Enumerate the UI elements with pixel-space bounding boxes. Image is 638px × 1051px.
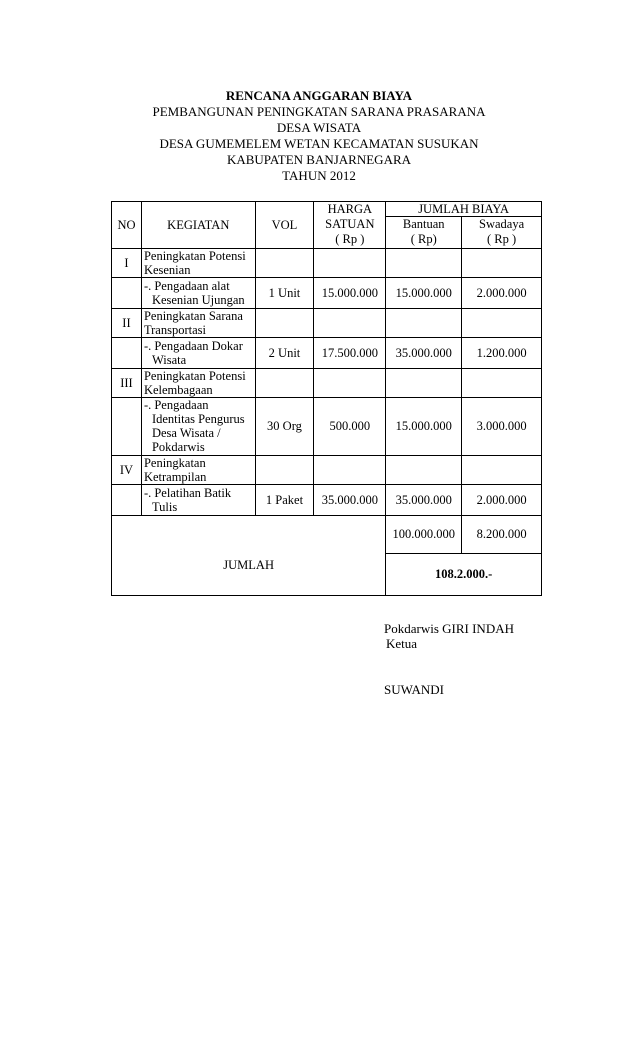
table-row bbox=[112, 308, 542, 337]
section-title-line: Peningkatan bbox=[143, 455, 206, 470]
item-harga: 15.000.000 bbox=[314, 277, 386, 308]
header-harga-line3: ( Rp ) bbox=[314, 231, 386, 248]
item-harga: 35.000.000 bbox=[314, 484, 386, 515]
title-line-1: RENCANA ANGGARAN BIAYA bbox=[225, 88, 413, 103]
section-title-line: Kesenian bbox=[143, 262, 191, 277]
table-row bbox=[112, 484, 542, 515]
section-title bbox=[141, 368, 255, 397]
item-line: Identitas Pengurus bbox=[151, 412, 245, 426]
total-label: JUMLAH bbox=[112, 515, 386, 595]
title-line-2: PEMBANGUNAN PENINGKATAN SARANA PRASARANA bbox=[152, 104, 486, 119]
section-title-line: Transportasi bbox=[143, 322, 206, 337]
section-title-line: Peningkatan Sarana bbox=[143, 308, 243, 323]
section-title-line: Kelembagaan bbox=[143, 382, 213, 397]
total-bantuan: 100.000.000 bbox=[386, 515, 462, 553]
item-vol: 2 Unit bbox=[255, 337, 314, 368]
section-title bbox=[141, 308, 255, 337]
title-line-6: TAHUN 2012 bbox=[282, 168, 356, 183]
item-line: Wisata bbox=[151, 352, 187, 367]
title-line-3: DESA WISATA bbox=[276, 120, 362, 135]
header-harga-line2: SATUAN bbox=[314, 217, 386, 232]
section-title-line: Peningkatan Potensi bbox=[143, 368, 246, 383]
item-swadaya: 1.200.000 bbox=[462, 337, 542, 368]
item-line: -. Pengadaan Dokar bbox=[143, 338, 243, 353]
item-vol: 1 Unit bbox=[255, 277, 314, 308]
table-row bbox=[112, 368, 542, 397]
item-harga: 17.500.000 bbox=[314, 337, 386, 368]
section-number: IV bbox=[112, 455, 142, 484]
section-title-line: Ketrampilan bbox=[143, 469, 207, 484]
item-description bbox=[141, 277, 255, 308]
item-line: -. Pelatihan Batik bbox=[143, 485, 232, 500]
item-bantuan: 35.000.000 bbox=[386, 337, 462, 368]
item-line: Pokdarwis bbox=[151, 440, 205, 454]
signature-org: Pokdarwis GIRI INDAH bbox=[384, 621, 514, 636]
item-bantuan: 35.000.000 bbox=[386, 484, 462, 515]
header-bantuan-line1: Bantuan bbox=[386, 217, 462, 232]
header-jumlah-biaya: JUMLAH BIAYA bbox=[386, 202, 542, 217]
item-bantuan: 15.000.000 bbox=[386, 277, 462, 308]
signature-name: SUWANDI bbox=[384, 682, 444, 697]
header-bantuan-line2: ( Rp) bbox=[386, 231, 462, 248]
item-line: Kesenian Ujungan bbox=[151, 292, 245, 307]
item-harga: 500.000 bbox=[314, 397, 386, 455]
section-title bbox=[141, 248, 255, 277]
table-row bbox=[112, 397, 542, 455]
document-title bbox=[0, 88, 638, 184]
table-row bbox=[112, 248, 542, 277]
item-line: -. Pengadaan bbox=[143, 398, 209, 412]
header-no: NO bbox=[112, 202, 142, 249]
item-description bbox=[141, 484, 255, 515]
total-swadaya: 8.200.000 bbox=[462, 515, 542, 553]
section-title bbox=[141, 455, 255, 484]
item-vol: 30 Org bbox=[255, 397, 314, 455]
item-swadaya: 2.000.000 bbox=[462, 277, 542, 308]
item-vol: 1 Paket bbox=[255, 484, 314, 515]
item-bantuan: 15.000.000 bbox=[386, 397, 462, 455]
header-kegiatan: KEGIATAN bbox=[141, 202, 255, 249]
header-vol: VOL bbox=[255, 202, 314, 249]
item-swadaya: 2.000.000 bbox=[462, 484, 542, 515]
item-line: Tulis bbox=[151, 499, 178, 514]
budget-table bbox=[111, 201, 542, 596]
item-description bbox=[141, 337, 255, 368]
section-number: III bbox=[112, 368, 142, 397]
grand-total: 108.2.000.- bbox=[386, 553, 542, 595]
table-row bbox=[112, 277, 542, 308]
section-title-line: Peningkatan Potensi bbox=[143, 248, 246, 263]
header-swadaya-line1: Swadaya bbox=[462, 217, 542, 232]
total-row bbox=[112, 515, 542, 553]
item-swadaya: 3.000.000 bbox=[462, 397, 542, 455]
item-line: -. Pengadaan alat bbox=[143, 278, 230, 293]
table-row bbox=[112, 337, 542, 368]
header-harga-line1: HARGA bbox=[314, 202, 386, 217]
item-line: Desa Wisata / bbox=[151, 426, 221, 440]
title-line-5: KABUPATEN BANJARNEGARA bbox=[226, 152, 412, 167]
section-number: I bbox=[112, 248, 142, 277]
section-number: II bbox=[112, 308, 142, 337]
title-line-4: DESA GUMEMELEM WETAN KECAMATAN SUSUKAN bbox=[159, 136, 479, 151]
item-description bbox=[141, 397, 255, 455]
signature-role: Ketua bbox=[386, 636, 418, 651]
header-swadaya-line2: ( Rp ) bbox=[462, 231, 542, 248]
table-row bbox=[112, 455, 542, 484]
